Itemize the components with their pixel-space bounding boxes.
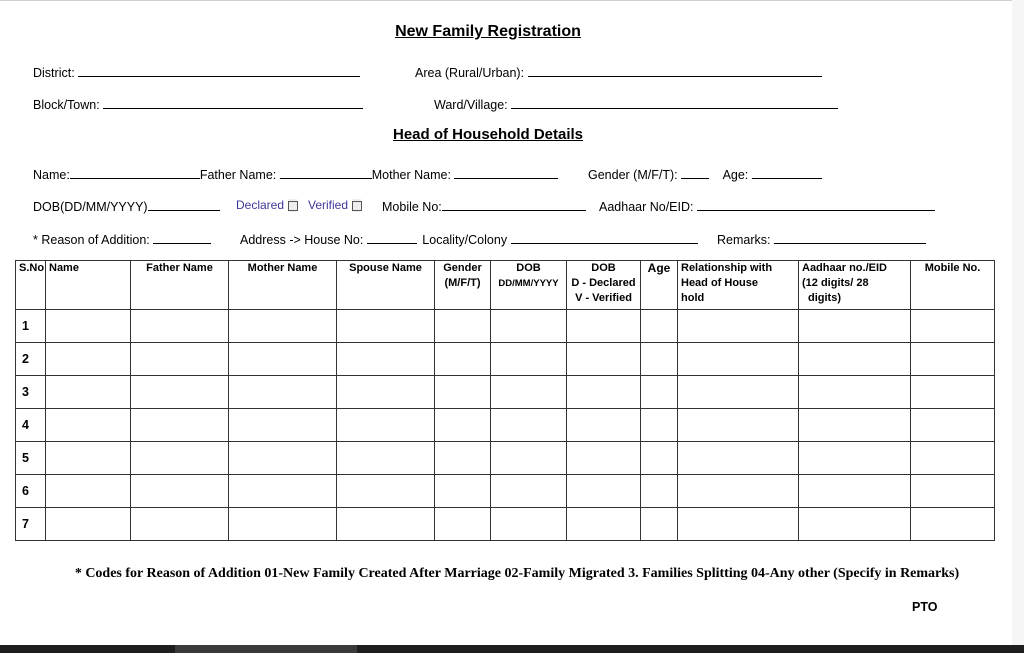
pto-label: PTO	[912, 600, 938, 614]
gender-cell[interactable]	[435, 475, 491, 508]
remarks-field[interactable]	[717, 231, 926, 247]
col-header-sno: S.No	[16, 261, 46, 310]
head-name-input-line[interactable]	[70, 166, 200, 179]
col-header-relationship-line1: Relationship with	[681, 262, 773, 274]
district-field[interactable]	[33, 64, 360, 80]
col-header-aadhaar	[799, 261, 911, 310]
gender-cell[interactable]	[435, 442, 491, 475]
relationship-cell[interactable]	[678, 442, 799, 475]
ward-label: Ward/Village:	[434, 98, 508, 112]
dob-status-cell[interactable]	[567, 508, 641, 541]
area-label: Area (Rural/Urban):	[415, 66, 525, 80]
table-row	[16, 376, 995, 409]
col-header-relationship	[678, 261, 799, 310]
head-dob-label: DOB(DD/MM/YYYY)	[33, 200, 148, 214]
name-cell[interactable]	[46, 409, 131, 442]
col-header-gender-line1: Gender	[443, 262, 482, 274]
verified-checkbox-square-icon	[352, 201, 362, 211]
page-right-margin	[1012, 0, 1024, 645]
father-cell[interactable]	[131, 376, 229, 409]
head-name-label: Name:	[33, 168, 70, 182]
father-cell[interactable]	[131, 409, 229, 442]
mobile-cell[interactable]	[911, 409, 995, 442]
block-field[interactable]	[33, 96, 363, 112]
name-cell[interactable]	[46, 442, 131, 475]
gender-cell[interactable]	[435, 376, 491, 409]
mother-cell[interactable]	[229, 343, 337, 376]
spouse-cell[interactable]	[337, 442, 435, 475]
mobile-cell[interactable]	[911, 376, 995, 409]
reason-label: * Reason of Addition:	[33, 233, 150, 247]
mobile-cell[interactable]	[911, 310, 995, 343]
col-header-spouse: Spouse Name	[337, 261, 435, 310]
head-aadhaar-field[interactable]	[599, 198, 935, 214]
head-section-title: Head of Household Details	[392, 126, 584, 143]
head-mobile-field[interactable]	[382, 198, 586, 214]
col-header-dob-date	[491, 261, 567, 310]
aadhaar-cell[interactable]	[799, 475, 911, 508]
col-header-gender-line2: (M/F/T)	[444, 277, 481, 289]
table-row	[16, 409, 995, 442]
aadhaar-cell[interactable]	[799, 442, 911, 475]
spouse-cell[interactable]	[337, 343, 435, 376]
address-field[interactable]	[240, 231, 698, 247]
aadhaar-cell[interactable]	[799, 376, 911, 409]
block-input-line[interactable]	[103, 96, 363, 109]
col-header-gender	[435, 261, 491, 310]
father-cell[interactable]	[131, 442, 229, 475]
age-cell[interactable]	[641, 442, 678, 475]
spouse-cell[interactable]	[337, 508, 435, 541]
dob-status-cell[interactable]	[567, 475, 641, 508]
district-label: District:	[33, 66, 75, 80]
col-header-relationship-line2: Head of House	[681, 277, 759, 289]
declared-checkbox[interactable]	[288, 199, 297, 212]
table-row	[16, 508, 995, 541]
reason-field[interactable]	[33, 231, 211, 247]
declared-checkbox-square-icon	[288, 201, 298, 211]
bottom-bar-segment	[357, 645, 1024, 653]
father-cell[interactable]	[131, 475, 229, 508]
gender-cell[interactable]	[435, 343, 491, 376]
dob-date-cell[interactable]	[491, 508, 567, 541]
head-aadhaar-label: Aadhaar No/EID:	[599, 200, 694, 214]
age-cell[interactable]	[641, 475, 678, 508]
age-cell[interactable]	[641, 343, 678, 376]
father-cell[interactable]	[131, 343, 229, 376]
col-header-dob-status-line3: V - Verified	[575, 292, 632, 304]
head-dob-input-line[interactable]	[148, 198, 220, 211]
ward-field[interactable]	[434, 96, 838, 112]
name-cell[interactable]	[46, 343, 131, 376]
ward-input-line[interactable]	[511, 96, 838, 109]
dob-date-cell[interactable]	[491, 475, 567, 508]
col-header-relationship-line3: hold	[681, 292, 705, 304]
dob-status-cell[interactable]	[567, 442, 641, 475]
remarks-input-line[interactable]	[774, 231, 926, 244]
dob-status-cell[interactable]	[567, 409, 641, 442]
house-no-input-line[interactable]	[367, 231, 417, 244]
age-cell[interactable]	[641, 376, 678, 409]
col-header-name: Name	[46, 261, 131, 310]
dob-date-cell[interactable]	[491, 343, 567, 376]
name-cell[interactable]	[46, 376, 131, 409]
head-mobile-label: Mobile No:	[382, 200, 442, 214]
spouse-cell[interactable]	[337, 409, 435, 442]
verified-label: Verified	[308, 198, 349, 212]
mother-cell[interactable]	[229, 376, 337, 409]
col-header-aadhaar-line2: (12 digits/ 28	[802, 277, 869, 289]
relationship-cell[interactable]	[678, 475, 799, 508]
table-body	[16, 310, 995, 541]
mother-cell[interactable]	[229, 409, 337, 442]
dob-status-cell[interactable]	[567, 343, 641, 376]
spouse-cell[interactable]	[337, 475, 435, 508]
aadhaar-cell[interactable]	[799, 310, 911, 343]
dob-date-cell[interactable]	[491, 409, 567, 442]
spouse-cell[interactable]	[337, 376, 435, 409]
table-row	[16, 475, 995, 508]
gender-cell[interactable]	[435, 508, 491, 541]
verified-checkbox[interactable]	[352, 199, 361, 212]
head-gender-label: Gender (M/F/T):	[588, 168, 678, 182]
head-age-input-line[interactable]	[752, 166, 822, 179]
locality-input-line[interactable]	[511, 231, 698, 244]
area-field[interactable]	[415, 64, 822, 80]
form-title: New Family Registration	[395, 23, 581, 40]
col-header-mother: Mother Name	[229, 261, 337, 310]
address-label: Address -> House No:	[240, 233, 364, 247]
age-cell[interactable]	[641, 310, 678, 343]
row-number: 4	[16, 409, 46, 442]
row-number: 1	[16, 310, 46, 343]
table-row	[16, 310, 995, 343]
block-label: Block/Town:	[33, 98, 100, 112]
head-name-field[interactable]	[33, 166, 558, 182]
col-header-dob-status-line1: DOB	[591, 262, 616, 274]
relationship-cell[interactable]	[678, 508, 799, 541]
mobile-cell[interactable]	[911, 508, 995, 541]
reason-codes-footnote: * Codes for Reason of Addition 01-New Family Created After Marriage 02-Family Migrated 3. Families Splitting 04-Any other (Specify in Remarks)	[74, 566, 960, 581]
bottom-bar-segment	[0, 645, 175, 653]
head-gender-field[interactable]	[588, 166, 822, 182]
mobile-cell[interactable]	[911, 442, 995, 475]
dob-status-cell[interactable]	[567, 376, 641, 409]
father-cell[interactable]	[131, 310, 229, 343]
col-header-dob-status-line2: D - Declared	[571, 277, 636, 289]
row-number: 6	[16, 475, 46, 508]
col-header-age: Age	[641, 261, 678, 310]
locality-label: Locality/Colony	[422, 233, 508, 247]
head-gender-input-line[interactable]	[681, 166, 709, 179]
head-father-input-line[interactable]	[280, 166, 372, 179]
head-age-label: Age:	[722, 168, 749, 182]
remarks-label: Remarks:	[717, 233, 771, 247]
head-dob-status[interactable]	[236, 198, 361, 212]
table-row	[16, 343, 995, 376]
col-header-dob-date-line1: DOB	[516, 262, 541, 274]
dob-date-cell[interactable]	[491, 376, 567, 409]
age-cell[interactable]	[641, 508, 678, 541]
table-header-row	[16, 261, 995, 310]
mobile-cell[interactable]	[911, 475, 995, 508]
col-header-father: Father Name	[131, 261, 229, 310]
table-row	[16, 442, 995, 475]
page-top-border	[0, 0, 1024, 1]
relationship-cell[interactable]	[678, 376, 799, 409]
row-number: 7	[16, 508, 46, 541]
mother-cell[interactable]	[229, 310, 337, 343]
district-input-line[interactable]	[78, 64, 360, 77]
row-number: 2	[16, 343, 46, 376]
dob-date-cell[interactable]	[491, 310, 567, 343]
head-mother-label: Mother Name:	[371, 168, 451, 182]
mother-cell[interactable]	[229, 442, 337, 475]
row-number: 3	[16, 376, 46, 409]
col-header-aadhaar-line3: digits)	[808, 292, 841, 304]
dob-date-cell[interactable]	[491, 442, 567, 475]
declared-label: Declared	[236, 198, 285, 212]
row-number: 5	[16, 442, 46, 475]
head-mother-input-line[interactable]	[454, 166, 558, 179]
gender-cell[interactable]	[435, 409, 491, 442]
reason-input-line[interactable]	[153, 231, 211, 244]
relationship-cell[interactable]	[678, 409, 799, 442]
name-cell[interactable]	[46, 475, 131, 508]
gender-cell[interactable]	[435, 310, 491, 343]
mother-cell[interactable]	[229, 475, 337, 508]
aadhaar-cell[interactable]	[799, 508, 911, 541]
area-input-line[interactable]	[528, 64, 822, 77]
head-mobile-input-line[interactable]	[442, 198, 586, 211]
col-header-mobile: Mobile No.	[911, 261, 995, 310]
father-cell[interactable]	[131, 508, 229, 541]
aadhaar-cell[interactable]	[799, 409, 911, 442]
col-header-aadhaar-line1: Aadhaar no./EID	[802, 262, 887, 274]
mother-cell[interactable]	[229, 508, 337, 541]
dob-status-cell[interactable]	[567, 310, 641, 343]
age-cell[interactable]	[641, 409, 678, 442]
name-cell[interactable]	[46, 508, 131, 541]
spouse-cell[interactable]	[337, 310, 435, 343]
viewer-bottom-bar	[0, 645, 1024, 653]
members-table	[15, 260, 995, 541]
name-cell[interactable]	[46, 310, 131, 343]
aadhaar-cell[interactable]	[799, 343, 911, 376]
col-header-dob-status	[567, 261, 641, 310]
head-aadhaar-input-line[interactable]	[697, 198, 935, 211]
head-father-label: Father Name:	[199, 168, 277, 182]
col-header-dob-date-line2: DD/MM/YYYY	[498, 278, 559, 289]
mobile-cell[interactable]	[911, 343, 995, 376]
relationship-cell[interactable]	[678, 310, 799, 343]
head-dob-field[interactable]	[33, 198, 220, 214]
relationship-cell[interactable]	[678, 343, 799, 376]
